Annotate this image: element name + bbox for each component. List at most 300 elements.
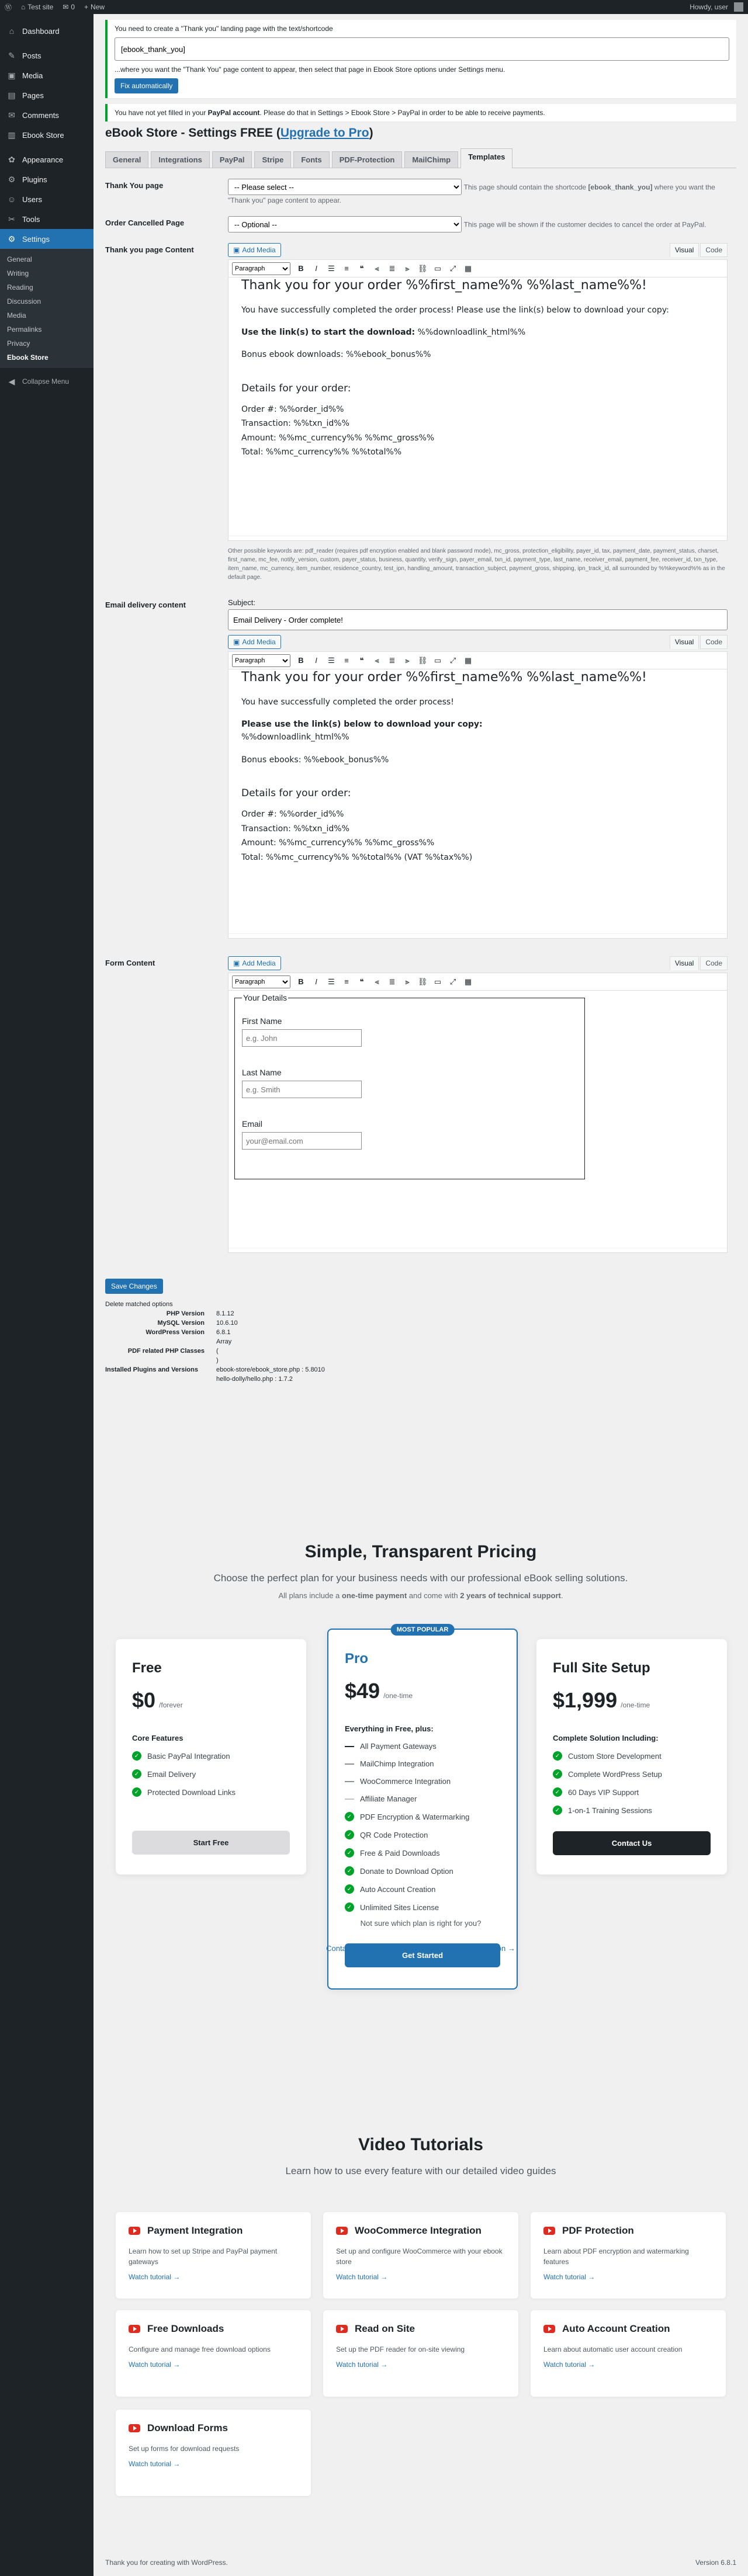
account-menu[interactable] (685, 0, 748, 14)
align-left-icon[interactable]: ⫷ (375, 655, 379, 665)
order-cancelled-select[interactable] (228, 216, 462, 232)
field-label: Order Cancelled Page (105, 218, 185, 227)
comment-icon: ✉ (63, 3, 69, 11)
note-text: All plans include a (278, 1591, 342, 1600)
users-icon: ☺ (7, 195, 16, 204)
tab-pdf-protection[interactable]: PDF-Protection (332, 151, 403, 168)
youtube-icon (336, 2325, 348, 2333)
feature-item (132, 1787, 290, 1797)
plan-period: /forever (159, 1701, 183, 1709)
feature-item (345, 1759, 500, 1768)
feature-item (345, 1777, 500, 1786)
wordpress-logo-icon[interactable]: Ⓦ (5, 3, 12, 12)
plan-card-free (116, 1639, 306, 1874)
site-name: Test site (27, 3, 54, 11)
email-input[interactable] (242, 1132, 362, 1150)
code-tab[interactable]: Code (700, 956, 728, 970)
posts-icon: ✎ (8, 50, 15, 60)
toolbar-toggle-icon[interactable]: ▦ (464, 263, 472, 273)
youtube-icon (543, 2227, 555, 2235)
video-tutorials-section (94, 2135, 748, 2468)
system-info (105, 1301, 736, 1383)
visual-tab[interactable]: Visual (670, 956, 699, 970)
menu-label: Dashboard (22, 26, 60, 36)
field-label: Thank you page Content (105, 245, 194, 254)
contact-us-button[interactable]: Contact Us (553, 1831, 711, 1855)
videos-title: Video Tutorials (358, 2135, 483, 2154)
email-editor (228, 651, 728, 939)
feature-item (132, 1751, 290, 1761)
notice-text: You have not yet filled in your (115, 109, 208, 117)
content-heading: Thank you for your order %%first_name%% %%last_name%%! (241, 670, 647, 685)
features-title: Core Features (132, 1734, 183, 1742)
numbered-list-icon[interactable]: ≡ (344, 264, 349, 273)
menu-label: Plugins (22, 175, 47, 184)
menu-dashboard[interactable] (0, 21, 94, 41)
thank-you-notice (105, 20, 736, 98)
content-subheading: Details for your order: (241, 382, 351, 394)
comments-count: 0 (71, 3, 75, 11)
feature-label: Basic PayPal Integration (147, 1751, 230, 1761)
info-value: 8.1.12 (216, 1310, 234, 1317)
info-key: PDF related PHP Classes (127, 1348, 205, 1355)
video-title: Free Downloads (147, 2323, 224, 2334)
plan-name: Full Site Setup (553, 1660, 650, 1676)
feature-item (132, 1769, 290, 1779)
dash-icon (345, 1781, 354, 1782)
info-key: MySQL Version (157, 1320, 205, 1327)
align-left-icon[interactable]: ⫷ (375, 263, 379, 273)
desc-text: This page should contain the shortcode (463, 183, 588, 192)
submenu-ebook-store[interactable]: Ebook Store (7, 353, 49, 362)
tab-templates[interactable]: Templates (460, 148, 512, 168)
submenu-writing[interactable]: Writing (7, 269, 29, 277)
bold-icon[interactable]: B (298, 977, 304, 986)
button-label: Add Media (242, 638, 276, 646)
submenu-reading[interactable]: Reading (7, 283, 33, 291)
link-icon[interactable]: ⛓ (418, 655, 428, 665)
shortcode-field[interactable] (115, 37, 729, 61)
check-icon: ✓ (345, 1884, 354, 1894)
comments-icon: ✉ (8, 110, 15, 120)
align-center-icon[interactable]: ≣ (389, 977, 396, 986)
video-desc: Learn about PDF encryption and watermarking features (543, 2247, 689, 2266)
blockquote-icon[interactable]: ❝ (359, 655, 364, 665)
notice-text: . Please do that in Settings > Ebook Store > PayPal in order to be able to receive payments. (259, 109, 545, 117)
info-key (105, 1376, 216, 1383)
pricing-section (94, 1542, 748, 1960)
most-popular-badge: MOST POPULAR (391, 1624, 455, 1636)
video-desc: Configure and manage free download options (129, 2345, 271, 2353)
note-strong: one-time payment (341, 1591, 407, 1600)
format-select[interactable] (232, 975, 290, 988)
form-editor (228, 973, 728, 1253)
check-icon: ✓ (132, 1769, 141, 1779)
toolbar-toggle-icon[interactable]: ▦ (464, 655, 472, 665)
subject-label: Subject: (228, 598, 255, 607)
toolbar-toggle-icon[interactable]: ▦ (464, 977, 472, 986)
check-icon: ✓ (345, 1848, 354, 1858)
submenu-general[interactable]: General (7, 255, 32, 263)
feature-label: All Payment Gateways (360, 1742, 437, 1751)
collapse-label: Collapse Menu (22, 377, 70, 386)
menu-posts[interactable] (0, 46, 94, 65)
site-name-link[interactable] (16, 0, 58, 14)
fullscreen-icon[interactable]: ⤢ (449, 977, 456, 986)
save-changes-button[interactable]: Save Changes (105, 1279, 163, 1294)
feature-label: Free & Paid Downloads (360, 1848, 440, 1858)
contact-team-link[interactable]: Contact our team for a personalized recommendation → (326, 1944, 515, 1953)
video-title: Download Forms (147, 2422, 228, 2433)
fix-automatically-button[interactable]: Fix automatically (115, 78, 178, 93)
content-strong: Use the link(s) to start the download: (241, 327, 415, 337)
editor-toolbar (228, 260, 727, 277)
more-icon[interactable]: ▭ (434, 263, 442, 273)
content-line: Total: %%mc_currency%% %%total%% (241, 447, 402, 457)
content-line: Amount: %%mc_currency%% %%mc_gross%% (241, 433, 435, 443)
more-icon[interactable]: ▭ (434, 655, 442, 665)
check-icon: ✓ (132, 1787, 141, 1797)
bullet-list-icon[interactable]: ☰ (328, 655, 335, 665)
content-line: Transaction: %%txn_id%% (241, 824, 349, 834)
align-right-icon[interactable]: ⫸ (405, 655, 410, 665)
add-media-button[interactable] (228, 956, 281, 970)
video-card-pdf-protection[interactable] (531, 2212, 726, 2299)
check-icon: ✓ (553, 1806, 562, 1815)
watch-tutorial-link[interactable]: Watch tutorial → (129, 2460, 181, 2468)
submenu-privacy[interactable]: Privacy (7, 339, 30, 348)
tab-mailchimp[interactable]: MailChimp (404, 151, 458, 168)
menu-comments[interactable] (0, 105, 94, 125)
feature-item (553, 1806, 711, 1815)
check-icon: ✓ (553, 1769, 562, 1779)
new-content-link[interactable] (79, 0, 109, 14)
check-icon: ✓ (345, 1903, 354, 1912)
add-media-button[interactable] (228, 635, 281, 649)
content-text: %%downloadlink_html%% (241, 732, 349, 742)
admin-sidebar (0, 14, 94, 2576)
plan-help (94, 1919, 748, 1953)
footer-version: Version 6.8.1 (695, 2558, 736, 2567)
watch-tutorial-link[interactable]: Watch tutorial → (543, 2360, 595, 2369)
menu-appearance[interactable] (0, 150, 94, 169)
numbered-list-icon[interactable]: ≡ (344, 656, 349, 665)
plan-card-full-site (536, 1639, 727, 1874)
delete-options-link[interactable]: Delete matched options (105, 1301, 173, 1308)
watch-tutorial-link[interactable]: Watch tutorial → (543, 2273, 595, 2281)
menu-label: Ebook Store (22, 130, 64, 140)
plus-icon: + (84, 3, 89, 11)
feature-item (345, 1866, 500, 1876)
note-text: and come with (407, 1591, 460, 1600)
video-title: Auto Account Creation (562, 2323, 670, 2334)
comments-link[interactable] (58, 0, 79, 14)
videos-lead: Learn how to use every feature with our detailed video guides (285, 2165, 556, 2176)
bold-icon[interactable]: B (298, 656, 304, 665)
plan-period: /one-time (383, 1692, 413, 1700)
tab-general[interactable]: General (105, 151, 148, 168)
plan-period: /one-time (621, 1701, 650, 1709)
numbered-list-icon[interactable]: ≡ (344, 977, 349, 986)
bold-icon[interactable]: B (298, 264, 304, 273)
info-value: ) (216, 1357, 219, 1364)
video-title: WooCommerce Integration (355, 2225, 482, 2236)
menu-label: Comments (22, 110, 59, 120)
menu-settings[interactable] (0, 229, 94, 249)
button-label: Add Media (242, 246, 276, 254)
content-heading: Thank you for your order %%first_name%% %%last_name%%! (241, 278, 647, 293)
check-icon: ✓ (345, 1866, 354, 1876)
note-strong: 2 years of technical support (460, 1591, 561, 1600)
video-card-free-downloads[interactable] (116, 2310, 311, 2397)
align-center-icon[interactable]: ≣ (389, 263, 396, 273)
paypal-notice (105, 104, 736, 121)
content-line: Total: %%mc_currency%% %%total%% (VAT %%tax%%) (241, 852, 473, 862)
watch-tutorial-link[interactable]: Watch tutorial → (129, 2273, 181, 2281)
video-card-read-on-site[interactable] (323, 2310, 518, 2397)
feature-label: QR Code Protection (360, 1830, 428, 1839)
pricing-title: Simple, Transparent Pricing (304, 1542, 537, 1561)
blockquote-icon[interactable]: ❝ (359, 977, 364, 986)
video-desc: Learn how to set up Stripe and PayPal payment gateways (129, 2247, 278, 2266)
plugins-icon: ⚙ (8, 174, 16, 184)
link-icon[interactable]: ⛓ (418, 263, 428, 273)
tools-icon: ✂ (8, 214, 15, 224)
new-label: New (91, 3, 105, 11)
video-title: Payment Integration (147, 2225, 243, 2236)
plan-name: Pro (345, 1651, 369, 1667)
feature-label: Custom Store Development (568, 1751, 662, 1761)
youtube-icon (129, 2424, 140, 2432)
link-icon[interactable]: ⛓ (418, 977, 428, 986)
check-icon: ✓ (553, 1787, 562, 1797)
watch-tutorial-link[interactable]: Watch tutorial → (336, 2273, 388, 2281)
format-select[interactable] (232, 262, 290, 275)
start-free-button[interactable]: Start Free (132, 1831, 290, 1855)
content-paragraph: Bonus ebook downloads: %%ebook_bonus%% (241, 350, 431, 360)
feature-label: WooCommerce Integration (360, 1777, 451, 1786)
menu-plugins[interactable] (0, 169, 94, 189)
youtube-icon (129, 2325, 140, 2333)
info-value: Array (216, 1338, 232, 1345)
unsure-text: Not sure which plan is right for you? (360, 1919, 482, 1928)
align-right-icon[interactable]: ⫸ (405, 263, 410, 273)
bullet-list-icon[interactable]: ☰ (328, 977, 335, 986)
feature-label: Affiliate Manager (360, 1794, 417, 1803)
code-tab[interactable]: Code (700, 635, 728, 649)
collapse-menu-button[interactable] (0, 372, 94, 391)
feature-item (345, 1812, 500, 1821)
info-key: PHP Version (166, 1310, 205, 1317)
feature-label: PDF Encryption & Watermarking (360, 1812, 470, 1821)
form-content-row (105, 956, 736, 1253)
video-desc: Learn about automatic user account creation (543, 2345, 683, 2353)
notice-strong: PayPal account (207, 109, 260, 117)
desc-text: where you want the "Thank you" page content to appear. (228, 183, 715, 204)
editor-content[interactable] (228, 669, 727, 933)
blockquote-icon[interactable]: ❝ (359, 263, 364, 273)
title-end: ) (369, 126, 373, 140)
field-label: Form Content (105, 959, 155, 967)
features-title: Everything in Free, plus: (345, 1724, 434, 1733)
last-name-input[interactable] (242, 1081, 362, 1098)
menu-pages[interactable] (0, 85, 94, 105)
plan-price: $0 (132, 1688, 156, 1712)
plan-price: $49 (345, 1679, 380, 1703)
info-value: ( (216, 1348, 219, 1355)
fullscreen-icon[interactable]: ⤢ (449, 655, 456, 665)
collapse-icon: ◀ (8, 376, 15, 386)
feature-label: Auto Account Creation (360, 1884, 436, 1894)
feature-item (345, 1794, 500, 1803)
get-started-button[interactable]: Get Started (345, 1943, 500, 1967)
video-card-download-forms[interactable] (116, 2410, 311, 2496)
notice-text: ...where you want the "Thank You" page content to appear, then select that page in Ebook Store options under Settings menu. (115, 65, 505, 74)
italic-icon[interactable]: I (315, 977, 317, 986)
settings-tabs (105, 148, 736, 168)
first-name-input[interactable] (242, 1029, 362, 1047)
field-label: Thank You page (105, 181, 164, 190)
main-content (105, 14, 736, 1385)
video-card-auto-account[interactable] (531, 2310, 726, 2397)
submenu-media[interactable]: Media (7, 311, 26, 320)
plan-price: $1,999 (553, 1688, 618, 1712)
email-subject-input[interactable] (228, 609, 728, 630)
info-value: ebook-store/ebook_store.php : 5.8010 (216, 1366, 325, 1373)
feature-label: Complete WordPress Setup (568, 1769, 662, 1779)
admin-bar (0, 0, 748, 14)
info-value: hello-dolly/hello.php : 1.7.2 (216, 1376, 293, 1383)
tab-paypal[interactable]: PayPal (212, 151, 252, 168)
info-key (105, 1338, 216, 1345)
video-desc: Set up the PDF reader for on-site viewing (336, 2345, 465, 2353)
info-value: 6.8.1 (216, 1329, 231, 1336)
footer-thanks: Thank you for creating with WordPress. (105, 2558, 228, 2567)
info-key (105, 1357, 216, 1364)
menu-tools[interactable] (0, 209, 94, 229)
code-tab[interactable]: Code (700, 243, 728, 257)
email-content-row (105, 598, 736, 939)
video-desc: Set up forms for download requests (129, 2445, 240, 2453)
content-line: Order #: %%order_id%% (241, 404, 344, 414)
youtube-icon (336, 2227, 348, 2235)
content-paragraph: You have successfully completed the order process! (241, 697, 454, 707)
visual-tab[interactable]: Visual (670, 635, 699, 649)
feature-item (553, 1769, 711, 1779)
media-icon: ▣ (233, 959, 240, 967)
upgrade-to-pro-link[interactable]: Upgrade to Pro (280, 126, 369, 140)
content-text: %%downloadlink_html%% (415, 327, 526, 337)
editor-content[interactable] (228, 991, 727, 1248)
menu-label: Media (22, 71, 43, 80)
appearance-icon: ✿ (8, 154, 15, 164)
menu-label: Appearance (22, 155, 64, 164)
howdy-text: Howdy, user (690, 3, 728, 11)
editor-toolbar (228, 652, 727, 669)
thank-you-content-row (105, 243, 736, 582)
watch-tutorial-link[interactable]: Watch tutorial → (336, 2360, 388, 2369)
editor-resize-handle[interactable] (228, 536, 727, 540)
editor-resize-handle[interactable] (228, 1248, 727, 1252)
your-details-fieldset (234, 993, 585, 1179)
feature-label: Unlimited Sites License (360, 1903, 439, 1912)
visual-tab[interactable]: Visual (670, 243, 699, 257)
media-icon: ▣ (8, 70, 16, 80)
fieldset-legend: Your Details (243, 993, 287, 1002)
fullscreen-icon[interactable]: ⤢ (449, 263, 456, 273)
tab-integrations[interactable]: Integrations (151, 151, 209, 168)
submenu-permalinks[interactable]: Permalinks (7, 325, 42, 334)
video-card-woocommerce[interactable] (323, 2212, 518, 2299)
editor-resize-handle[interactable] (228, 933, 727, 938)
italic-icon[interactable]: I (315, 656, 317, 665)
thank-you-page-row (105, 179, 736, 206)
dashboard-icon: ⌂ (9, 26, 15, 36)
feature-item (345, 1742, 500, 1751)
settings-icon: ⚙ (8, 234, 16, 244)
last-name-label: Last Name (242, 1068, 282, 1077)
menu-label: Pages (22, 91, 44, 100)
pages-icon: ▤ (8, 90, 16, 100)
youtube-icon (129, 2227, 140, 2235)
media-icon: ▣ (233, 246, 240, 254)
content-subheading: Details for your order: (241, 787, 351, 800)
thank-you-page-select[interactable] (228, 179, 462, 195)
check-icon: ✓ (132, 1751, 141, 1761)
format-select[interactable] (232, 654, 290, 667)
italic-icon[interactable]: I (315, 264, 317, 273)
content-line: Order #: %%order_id%% (241, 810, 344, 820)
feature-label: 60 Days VIP Support (568, 1787, 639, 1797)
menu-label: Users (22, 195, 42, 204)
feature-label: Email Delivery (147, 1769, 196, 1779)
button-label: Add Media (242, 959, 276, 967)
align-left-icon[interactable]: ⫷ (375, 977, 379, 986)
plan-name: Free (132, 1660, 162, 1676)
editor-content[interactable] (228, 277, 727, 536)
align-center-icon[interactable]: ≣ (389, 655, 396, 665)
more-icon[interactable]: ▭ (434, 977, 442, 986)
content-strong: Please use the link(s) below to download your copy: (241, 719, 483, 729)
video-card-payment[interactable] (116, 2212, 311, 2299)
add-media-button[interactable] (228, 243, 281, 257)
feature-label: Protected Download Links (147, 1787, 236, 1797)
video-title: PDF Protection (562, 2225, 634, 2236)
watch-tutorial-link[interactable]: Watch tutorial → (129, 2360, 181, 2369)
notice-text: You need to create a "Thank you" landing page with the text/shortcode (115, 25, 333, 33)
menu-ebook-store[interactable] (0, 125, 94, 145)
feature-label: 1-on-1 Training Sessions (568, 1806, 652, 1815)
editor-toolbar (228, 973, 727, 991)
dash-icon (345, 1799, 354, 1800)
menu-users[interactable] (0, 189, 94, 209)
align-right-icon[interactable]: ⫸ (405, 977, 410, 986)
book-icon: ▥ (8, 130, 16, 140)
tab-stripe[interactable]: Stripe (254, 151, 291, 168)
feature-item (553, 1787, 711, 1797)
submenu-discussion[interactable]: Discussion (7, 297, 41, 305)
check-icon: ✓ (345, 1830, 354, 1839)
video-title: Read on Site (355, 2323, 415, 2334)
bullet-list-icon[interactable]: ☰ (328, 263, 335, 273)
menu-media[interactable] (0, 65, 94, 85)
thank-you-editor (228, 259, 728, 541)
tab-fonts[interactable]: Fonts (293, 151, 329, 168)
menu-label: Settings (22, 234, 50, 244)
email-label: Email (242, 1119, 263, 1129)
keywords-help: Other possible keywords are: pdf_reader (requires pdf encryption enabled and blank password mode), mc_gross, protection_eligibility, payer_id, tax, payment_date, payment_status, charset, first_name, mc_fee, notify_version, custom, payer_status, business, quantity, verify_sign, payer_email, txn_id, payment_type, last_name, receiver_email, payment_fee, receiver_id, txn_type, item_name, mc_currency, item_number, residence_country, test_ipn, handling_amount, transaction_subject, payment_gross, shipping, ipn_track_id, all surrounded by %%keyword%% as in the default page. (228, 548, 725, 581)
note-text: . (560, 1591, 563, 1600)
